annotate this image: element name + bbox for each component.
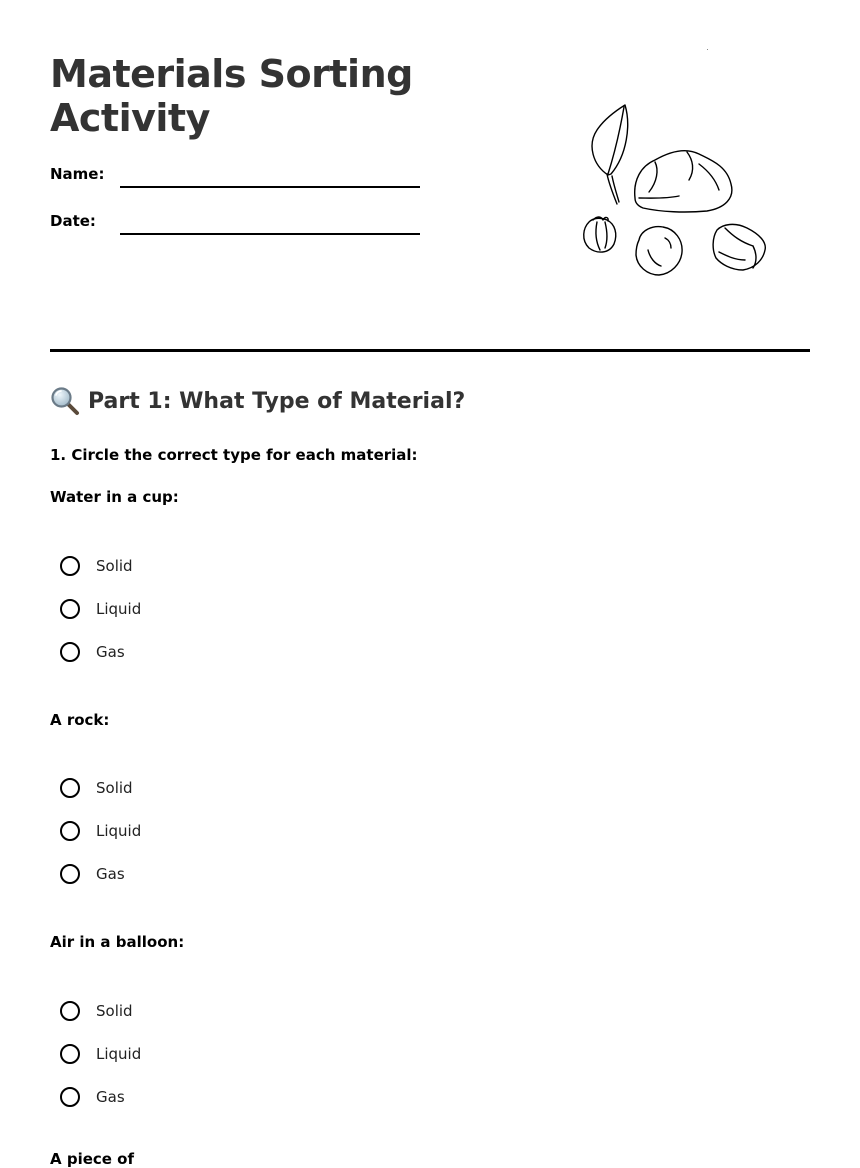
option-label: Liquid xyxy=(96,822,142,840)
magnifying-glass-icon xyxy=(50,386,80,416)
name-field[interactable] xyxy=(120,186,420,188)
part1-heading xyxy=(50,386,465,416)
speck xyxy=(707,49,708,50)
date-label: Date: xyxy=(50,212,96,230)
option-liquid[interactable] xyxy=(60,1042,141,1066)
option-label: Gas xyxy=(96,643,125,661)
option-liquid[interactable] xyxy=(60,819,141,843)
radio-circle[interactable] xyxy=(60,864,80,884)
question-prompt: A rock: xyxy=(50,711,110,729)
option-label: Liquid xyxy=(96,1045,142,1063)
radio-circle[interactable] xyxy=(60,1001,80,1021)
radio-circle[interactable] xyxy=(60,599,80,619)
option-solid[interactable] xyxy=(60,999,133,1023)
date-field[interactable] xyxy=(120,233,420,235)
title-line-2: Activity xyxy=(50,96,210,140)
option-solid[interactable] xyxy=(60,554,133,578)
option-label: Solid xyxy=(96,557,133,575)
radio-circle[interactable] xyxy=(60,642,80,662)
part1-heading-text: Part 1: What Type of Material? xyxy=(88,388,466,414)
worksheet-title xyxy=(50,52,413,140)
option-label: Solid xyxy=(96,1002,133,1020)
radio-circle[interactable] xyxy=(60,1087,80,1107)
radio-circle[interactable] xyxy=(60,1044,80,1064)
radio-circle[interactable] xyxy=(60,821,80,841)
question-prompt: Water in a cup: xyxy=(50,488,179,506)
radio-circle[interactable] xyxy=(60,556,80,576)
question-prompt: A piece of xyxy=(50,1150,135,1168)
section-divider xyxy=(50,349,810,352)
option-gas[interactable] xyxy=(60,862,125,886)
option-label: Gas xyxy=(96,865,125,883)
option-gas[interactable] xyxy=(60,640,125,664)
title-line-1: Materials Sorting xyxy=(50,52,413,96)
option-solid[interactable] xyxy=(60,776,133,800)
option-gas[interactable] xyxy=(60,1085,125,1109)
name-label: Name: xyxy=(50,165,105,183)
question-prompt: Air in a balloon: xyxy=(50,933,185,951)
option-label: Liquid xyxy=(96,600,142,618)
option-liquid[interactable] xyxy=(60,597,141,621)
option-label: Gas xyxy=(96,1088,125,1106)
instruction-text: 1. Circle the correct type for each material: xyxy=(50,446,418,464)
option-label: Solid xyxy=(96,779,133,797)
leaf-rocks-fruit-icon xyxy=(575,100,775,285)
radio-circle[interactable] xyxy=(60,778,80,798)
